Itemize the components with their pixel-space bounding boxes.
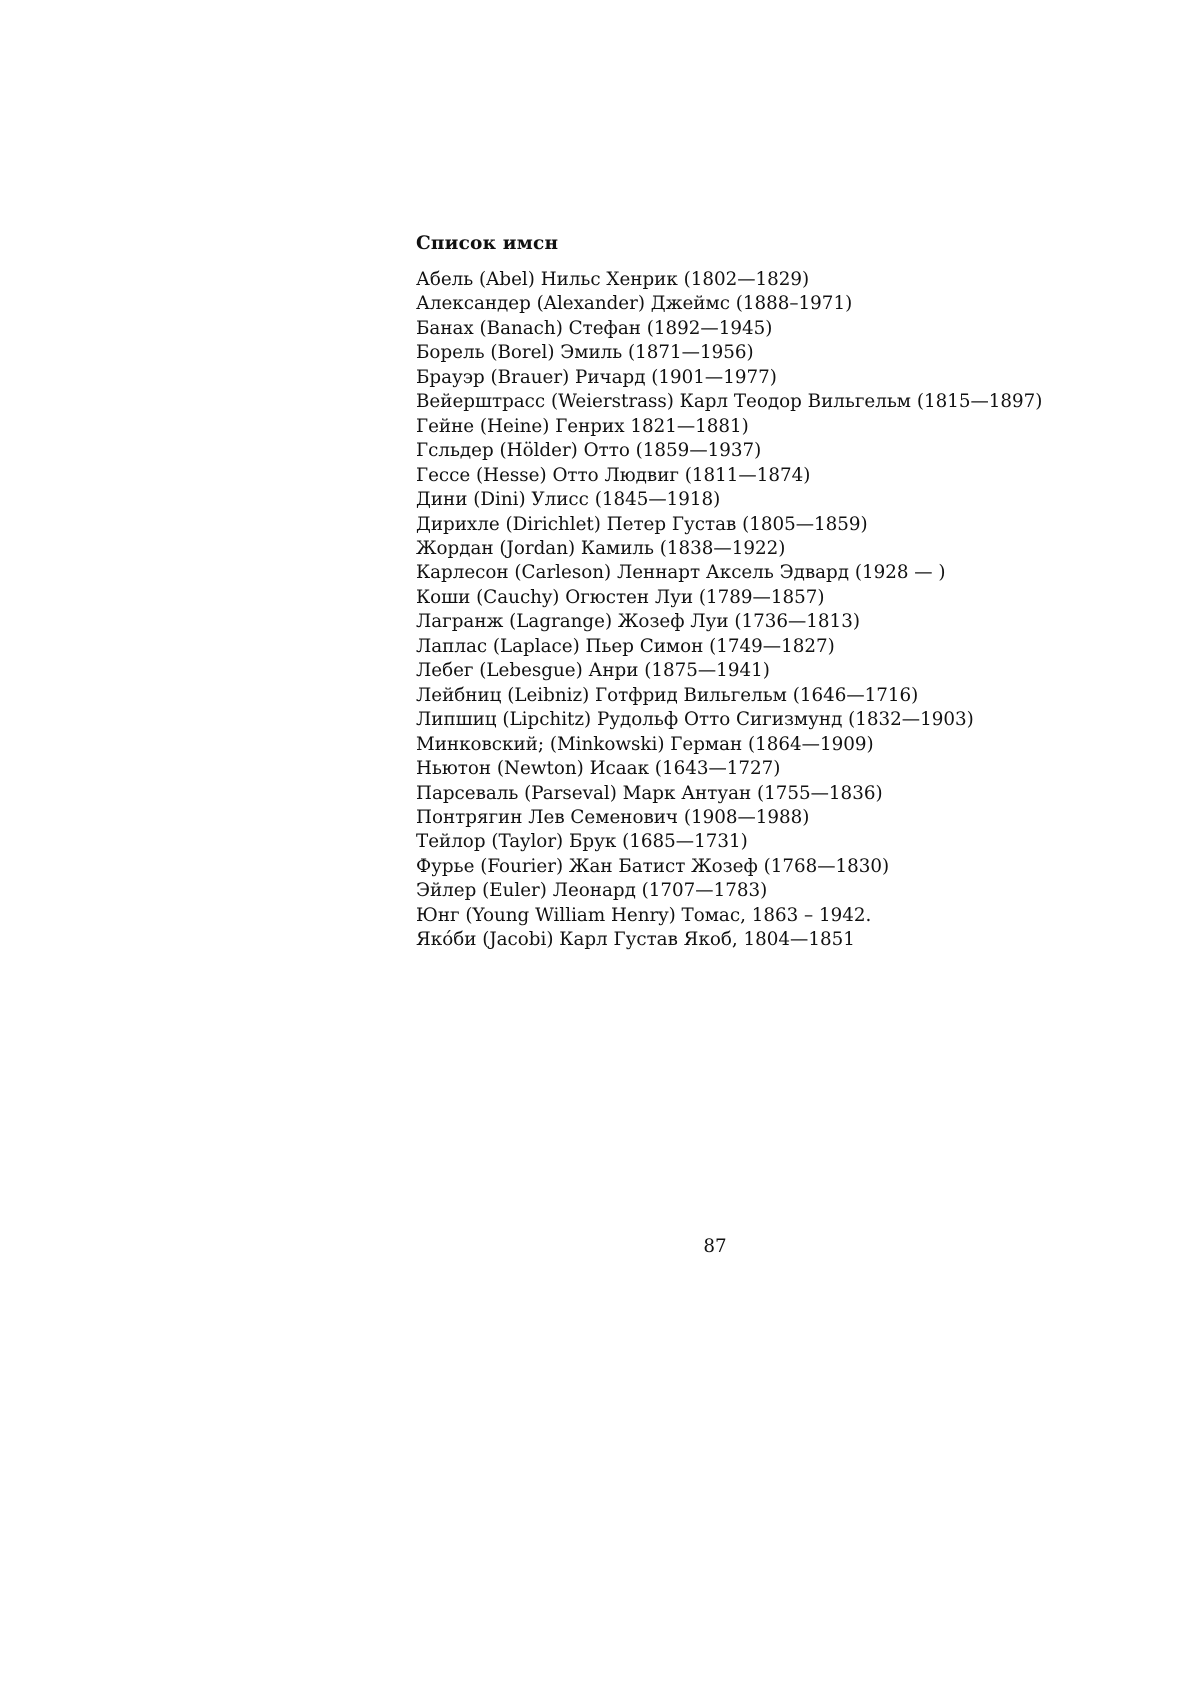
list-item: Парсеваль (Parseval) Марк Антуан (1755—1836) — [416, 782, 883, 804]
list-item: Понтрягин Лев Семенович (1908—1988) — [416, 806, 810, 828]
list-item: Ньютон (Newton) Исаак (1643—1727) — [416, 758, 781, 780]
list-item: Вейерштрасс (Weierstrass) Карл Теодор Вильгельм (1815—1897) — [416, 391, 1043, 413]
list-item: Лейбниц (Leibniz) Готфрид Вильгельм (1646—1716) — [416, 684, 919, 706]
list-item: Лаплас (Laplace) Пьер Симон (1749—1827) — [416, 635, 835, 657]
list-item: Александер (Alexander) Джеймс (1888–1971) — [416, 293, 853, 315]
list-item: Тейлор (Taylor) Брук (1685—1731) — [416, 831, 748, 853]
list-item: Борель (Borel) Эмиль (1871—1956) — [416, 342, 754, 364]
section-title: Список имсн — [416, 233, 559, 254]
list-item: Якóби (Jacobi) Карл Густав Якоб, 1804—1851 — [416, 929, 855, 951]
list-item: Эйлер (Euler) Леонард (1707—1783) — [416, 880, 768, 902]
list-item: Дини (Dini) Улисс (1845—1918) — [416, 489, 721, 511]
list-item: Банах (Banach) Стефан (1892—1945) — [416, 317, 773, 339]
list-item: Юнг (Young William Henry) Томас, 1863 – 1942. — [416, 904, 872, 926]
list-item: Лагранж (Lagrange) Жозеф Луи (1736—1813) — [416, 611, 860, 633]
name-list — [416, 268, 1042, 953]
page-number: 87 — [703, 1236, 727, 1257]
list-item: Гессе (Hesse) Отто Людвиг (1811—1874) — [416, 464, 811, 486]
list-item: Коши (Cauchy) Огюстен Луи (1789—1857) — [416, 586, 825, 608]
list-item: Брауэр (Brauer) Ричард (1901—1977) — [416, 366, 777, 388]
list-item: Абель (Abel) Нильс Хенрик (1802—1829) — [416, 269, 810, 290]
list-item: Лебег (Lebesgue) Анри (1875—1941) — [416, 660, 770, 682]
list-item: Жордан (Jordan) Камиль (1838—1922) — [416, 537, 786, 559]
list-item: Карлесон (Carleson) Леннарт Аксель Эдвард (1928 — ) — [416, 562, 946, 584]
list-item: Дирихле (Dirichlet) Петер Густав (1805—1859) — [416, 513, 868, 535]
list-item: Гейне (Heine) Генрих 1821—1881) — [416, 415, 749, 437]
list-item: Фурье (Fourier) Жан Батист Жозеф (1768—1830) — [416, 855, 890, 877]
list-item: Липшиц (Lipchitz) Рудольф Отто Сигизмунд (1832—1903) — [416, 709, 974, 731]
list-item: Гсльдер (Hölder) Отто (1859—1937) — [416, 440, 762, 462]
list-item: Минковский; (Minkowski) Герман (1864—1909) — [416, 733, 874, 755]
